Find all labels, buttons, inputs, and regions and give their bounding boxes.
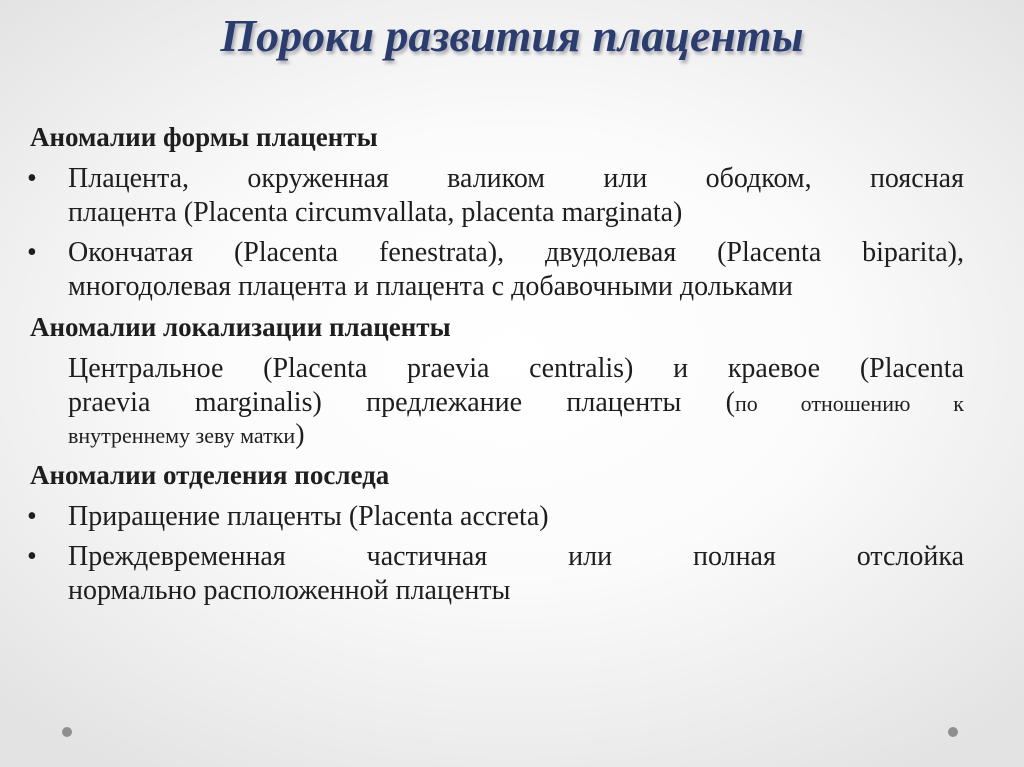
item-text-line: нормально расположенной плаценты (68, 575, 511, 606)
paragraph-line (68, 386, 964, 421)
item-text-line: Плацента, окруженная валиком или ободком, поясная (68, 163, 964, 194)
paragraph-line: Центральное (Placenta praevia centralis) и краевое (Placenta (68, 353, 964, 384)
item-text-line: Приращение плаценты (Placenta accreta) (68, 501, 549, 532)
paragraph-small-text: внутреннему зеву матки (68, 423, 296, 448)
paragraph-text: praevia marginalis) предлежание плаценты ( (68, 387, 735, 418)
bullet-icon: • (27, 163, 37, 194)
paragraph-line (68, 418, 964, 453)
item-text-line: плацента (Placenta circumvallata, placenta marginata) (68, 197, 683, 228)
paragraph-text: ) (295, 419, 305, 450)
decorative-dot-icon (62, 727, 72, 737)
section-heading-separation: Аномалии отделения последа (30, 460, 390, 490)
item-text-line: Преждевременная частичная или полная отслойка (68, 541, 964, 572)
bullet-icon: • (27, 541, 37, 572)
slide-title: Пороки развития плаценты (220, 10, 804, 61)
paragraph-small-text: по отношению к (734, 391, 964, 416)
section-heading-form: Аномалии формы плаценты (30, 122, 378, 152)
decorative-dot-icon (948, 727, 958, 737)
bullet-icon: • (27, 501, 37, 532)
item-text-line: Окончатая (Placenta fenestrata), двудолевая (Placenta biparita), (68, 237, 964, 268)
item-text-line: многодолевая плацента и плацента с добавочными дольками (68, 271, 793, 302)
section-heading-localization: Аномалии локализации плаценты (30, 312, 451, 342)
bullet-icon: • (27, 237, 37, 268)
